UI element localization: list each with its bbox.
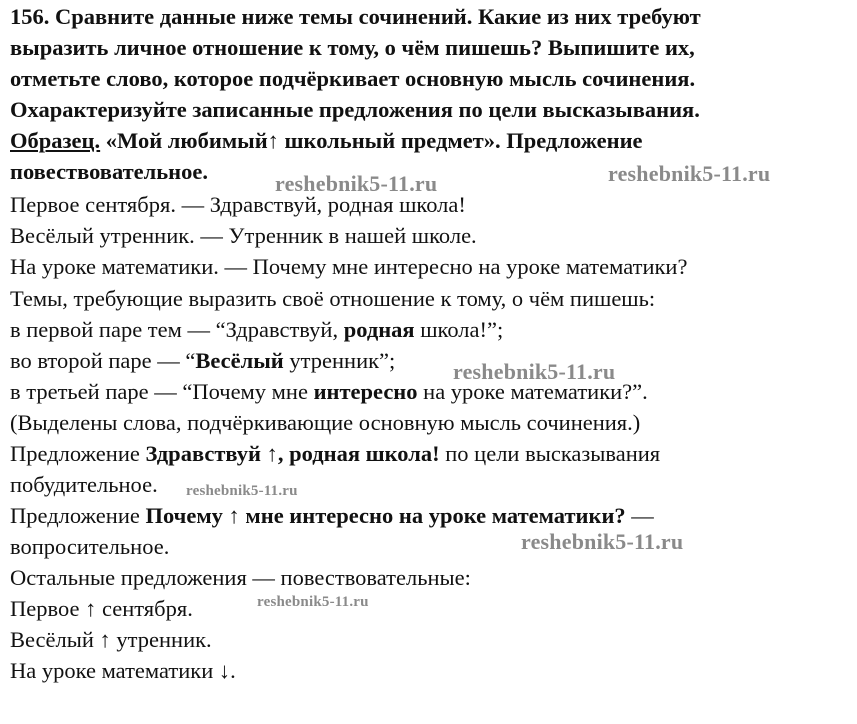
sentence-2-line (10, 501, 654, 531)
watermark: reshebnik5-11.ru (521, 529, 684, 554)
rest-sentences: Остальные предложения — повествовательные: (10, 565, 471, 590)
sample-line (10, 126, 643, 156)
answer-pair-2-end: утренник”; (283, 348, 396, 373)
answer-pair-1 (10, 315, 503, 345)
task-line-3: отметьте слово, которое подчёркивает основную мысль сочинения. (10, 66, 696, 91)
sentence-1-type: побудительное. (10, 472, 158, 497)
watermark: reshebnik5-11.ru (608, 161, 771, 186)
answer-pair-1-text: в первой паре тем — “Здравствуй, (10, 317, 344, 342)
sentence-1-suffix: по цели высказывания (439, 441, 661, 466)
sample-label: Образец. (10, 128, 101, 153)
answer-pair-3-end: на уроке математики?”. (417, 379, 648, 404)
sentence-1-bold: Здравствуй ↑, родная школа! (145, 441, 440, 466)
sentence-2-prefix: Предложение (10, 503, 146, 528)
sentence-1-line (10, 439, 660, 469)
watermark: reshebnik5-11.ru (257, 594, 369, 610)
task-line-6: повествовательное. (10, 159, 208, 184)
answer-note: (Выделены слова, подчёркивающие основную мысль сочинения.) (10, 410, 641, 435)
answer-pair-1-end: школа!”; (414, 317, 504, 342)
rest-sentence-2: Весёлый ↑ утренник. (10, 627, 212, 652)
task-line-1: 156. Сравните данные ниже темы сочинений. Какие из них требуют (10, 4, 701, 29)
sample-text: «Мой любимый↑ школьный предмет». Предложение (100, 128, 643, 153)
answer-pair-2-text: во второй паре — “ (10, 348, 196, 373)
sentence-1-prefix: Предложение (10, 441, 146, 466)
rest-sentence-1: Первое ↑ сентября. (10, 596, 193, 621)
sentence-2-type: вопросительное. (10, 534, 170, 559)
highlighted-word-3: интересно (313, 379, 418, 404)
topic-pair-3: На уроке математики. — Почему мне интересно на уроке математики? (10, 254, 688, 279)
highlighted-word-2: Весёлый (195, 348, 284, 373)
task-line-2: выразить личное отношение к тому, о чём пишешь? Выпишите их, (10, 35, 695, 60)
sentence-2-bold: Почему ↑ мне интересно на уроке математики? (145, 503, 626, 528)
sentence-2-suffix: — (625, 503, 654, 528)
topic-pair-2: Весёлый утренник. — Утренник в нашей школе. (10, 223, 477, 248)
task-line-4: Охарактеризуйте записанные предложения по цели высказывания. (10, 97, 700, 122)
watermark: reshebnik5-11.ru (186, 483, 298, 499)
answer-pair-2 (10, 346, 395, 376)
answer-pair-3-text: в третьей паре — “Почему мне (10, 379, 314, 404)
watermark: reshebnik5-11.ru (275, 171, 438, 196)
topic-pair-1: Первое сентября. — Здравствуй, родная школа! (10, 192, 466, 217)
answer-intro: Темы, требующие выразить своё отношение к тому, о чём пишешь: (10, 286, 656, 311)
highlighted-word-1: родная (343, 317, 415, 342)
rest-sentence-3: На уроке математики ↓. (10, 658, 236, 683)
watermark: reshebnik5-11.ru (453, 359, 616, 384)
